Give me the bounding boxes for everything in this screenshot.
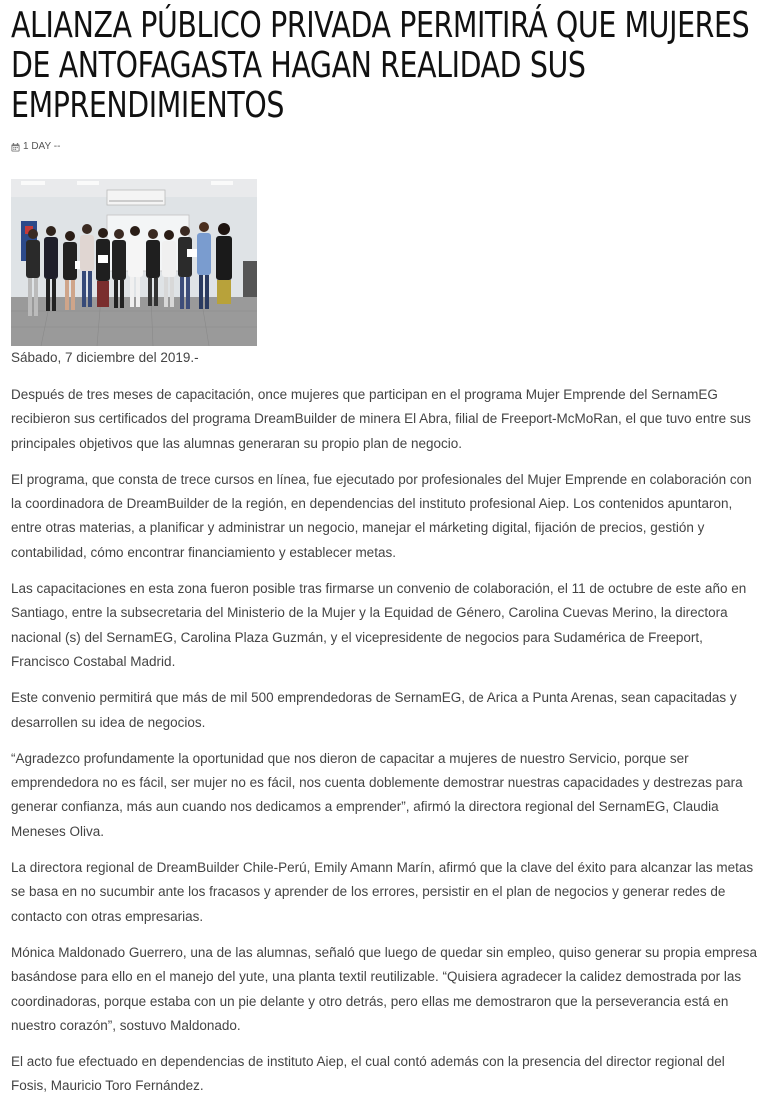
article-meta — [11, 140, 60, 154]
article-date-label: 1 DAY -- — [23, 141, 61, 152]
article-paragraph: Este convenio permitirá que más de mil 500 emprendedoras de SernamEG, de Arica a Punta Arenas, sean capacitadas y desarrollen su idea de negocios. — [11, 690, 737, 730]
article-paragraph: Las capacitaciones en esta zona fueron posible tras firmarse un convenio de colaboración, el 11 de octubre de este año en Santiago, entre la subsecretaria del Ministerio de la Mujer y la Equidad de Género, Carolina Cuevas Merino, la directora nacional (s) del SernamEG, Carolina Plaza Guzmán, y el vicepresidente de negocios para Sudamérica de Freeport, Francisco Costabal Madrid. — [11, 581, 747, 669]
article-paragraph: El programa, que consta de trece cursos en línea, fue ejecutado por profesionales del Mujer Emprende en colaboración con la coordinadora de DreamBuilder de la región, en dependencias del instituto profesional Aiep. Los contenidos apuntaron, entre otras materias, a planificar y administrar un negocio, manejar el márketing digital, fijación de precios, gestión y contabilidad, cómo encontrar financiamiento y establecer metas. — [11, 471, 752, 560]
article-date-line: Sábado, 7 diciembre del 2019.- — [11, 350, 199, 365]
article-paragraph: Después de tres meses de capacitación, once mujeres que participan en el programa Mujer Emprende del SernamEG recibieron sus certificados del programa DreamBuilder de minera El Abra, filial de Freeport-McMoRan, el que tuvo entre sus principales objetivos que las alumnas generaran su propio plan de negocio. — [11, 387, 751, 451]
article-headline: ALIANZA PÚBLICO PRIVADA PERMITIRÁ QUE MUJERES DE ANTOFAGASTA HAGAN REALIDAD SUS EMPRENDIMIENTOS — [11, 5, 750, 126]
article-body — [11, 383, 759, 1111]
group-photo-illustration — [11, 179, 257, 346]
calendar-icon — [11, 143, 20, 152]
article-paragraph: “Agradezco profundamente la oportunidad que nos dieron de capacitar a mujeres de nuestro Servicio, porque ser emprendedora no es fácil, ser mujer no es fácil, nos cuenta doblemente demostrar nuestras capacidades y destrezas para generar confianza, más aun cuando nos dedicamos a emprender”, afirmó la directora regional del SernamEG, Claudia Meneses Oliva. — [11, 750, 743, 839]
article-paragraph: El acto fue efectuado en dependencias de instituto Aiep, el cual contó además con la presencia del director regional del Fosis, Mauricio Toro Fernández. — [11, 1054, 725, 1094]
article-photo[interactable] — [11, 179, 257, 346]
article — [11, 6, 759, 126]
article-paragraph: Mónica Maldonado Guerrero, una de las alumnas, señaló que luego de quedar sin empleo, quiso generar su propia empresa basándose para ello en el manejo del yute, una planta textil reutilizable. “Quisiera agradecer la calidez demostrada por las coordinadoras, porque estaba con un pie delante y otro detrás, pero ellas me demostraron que la perseverancia está en nuestro corazón”, sostuvo Maldonado. — [11, 944, 757, 1033]
article-paragraph: La directora regional de DreamBuilder Chile-Perú, Emily Amann Marín, afirmó que la clave del éxito para alcanzar las metas se basa en no sucumbir ante los fracasos y aprender de los errores, persistir en el plan de negocios y generar redes de contacto con otras empresarias. — [11, 860, 754, 924]
